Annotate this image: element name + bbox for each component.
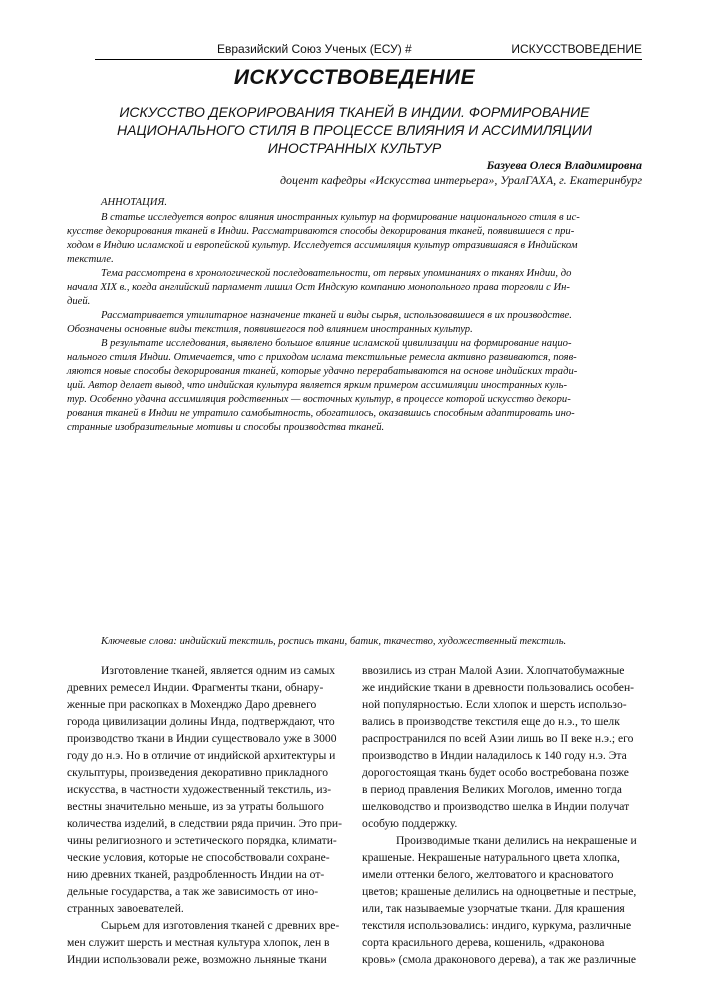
author-name: Базуева Олеся Владимировна <box>486 158 642 172</box>
body-line: распространился по всей Азии лишь во II веке н.э.; его <box>362 732 634 745</box>
abstract-line: ляются новые способы декорирования тканей, которые удачно перерабатываются на основе индийских тради- <box>67 366 578 377</box>
keywords: Ключевые слова: индийский текстиль, роспись ткани, батик, ткачество, художественный текстиль. <box>101 636 567 647</box>
abstract-line: ций. Автор делает вывод, что индийская культура является ярким примером ассимиляции иностранных куль- <box>67 380 568 391</box>
body-line: Индии использовали реже, возможно льняные ткани <box>67 953 327 966</box>
body-line: текстиля использовались: индиго, куркума, различные <box>362 919 632 932</box>
abstract-heading: АННОТАЦИЯ. <box>101 197 168 208</box>
body-line: производство в Индии наладилось к 140 году н.э. Эта <box>362 749 627 762</box>
abstract-line: Тема рассмотрена в хронологической последовательности, от первых упоминаниях о тканях Индии, до <box>101 268 572 279</box>
abstract-line: В результате исследования, выявлено большое влияние исламской цивилизации на формирование нацио- <box>101 338 572 349</box>
body-line: цветов; крашеные делились на одноцветные и пестрые, <box>362 885 637 898</box>
abstract-line: текстиле. <box>67 254 114 265</box>
abstract-line: Рассматривается утилитарное назначение тканей и виды сырья, использовавшиеся в их производстве. <box>101 310 572 321</box>
body-line: же индийские ткани в древности пользовались особен- <box>362 681 635 694</box>
author-affiliation: доцент кафедры «Искусства интерьера», УралГАХА, г. Екатеринбург <box>279 173 642 187</box>
body-line: скульптуры, произведения декоративно прикладного <box>67 766 329 779</box>
body-line: города цивилизации долины Инда, подтверждают, что <box>67 715 335 728</box>
article-title-line: ИНОСТРАННЫХ КУЛЬТУР <box>267 140 442 156</box>
body-line: Изготовление тканей, является одним из самых <box>101 664 336 677</box>
abstract-line: начала XIX в., когда английский парламент лишил Ост Индскую компанию монопольного права торговли с Ин- <box>67 282 570 293</box>
body-line: производство ткани в Индии существовало уже в 3000 <box>67 732 337 745</box>
abstract-line: нального стиля Индии. Отмечается, что с приходом ислама текстильные ремесла активно развиваются, появ- <box>67 352 577 363</box>
body-line: странных завоевателей. <box>67 902 184 915</box>
body-line: мен служит шерсть и местная культура хлопок, лен в <box>67 936 330 949</box>
article-title-line: НАЦИОНАЛЬНОГО СТИЛЯ В ПРОЦЕССЕ ВЛИЯНИЯ И АССИМИЛЯЦИИ <box>117 122 592 138</box>
body-line: сорта красильного дерева, кошениль, «драконова <box>362 936 605 949</box>
body-line: шелководство и производство шелка в Индии получат <box>362 800 630 813</box>
body-line: Сырьем для изготовления тканей с древних вре- <box>101 919 340 932</box>
body-line: искусства, в частности художественный текстиль, из- <box>67 783 332 796</box>
body-line: году до н.э. Но в отличие от индийской архитектуры и <box>67 749 336 762</box>
abstract-line: странные изобразительные мотивы и способы производства тканей. <box>67 422 385 433</box>
body-line: особую поддержку. <box>362 817 458 830</box>
body-line: вались в производстве текстиля еще до н.э., то шелк <box>362 715 620 728</box>
body-line: чины религиозного и эстетического порядка, климати- <box>67 834 337 847</box>
body-line: крашеные. Некрашеные натурального цвета хлопка, <box>362 851 620 864</box>
body-line: ческие условия, которые не способствовали сохране- <box>67 851 330 864</box>
body-line: ввозились из стран Малой Азии. Хлопчатобумажные <box>362 664 625 677</box>
body-line: кровь» (смола драконового дерева), а так же различные <box>362 953 636 966</box>
abstract-line: тур. Особенно удачна ассимиляция родственных — восточных культур, в процессе которой искусство декори- <box>67 394 571 405</box>
running-header-journal: Евразийский Союз Ученых (ЕСУ) # <box>217 42 412 56</box>
body-line: ной популярностью. Если хлопок и шерсть использо- <box>362 698 627 711</box>
body-line: в период правления Великих Моголов, именно тогда <box>362 783 622 796</box>
running-header-section: ИСКУССТВОВЕДЕНИЕ <box>511 42 642 56</box>
section-heading: ИСКУССТВОВЕДЕНИЕ <box>233 66 476 89</box>
body-line: женные при раскопках в Мохенджо Даро древнего <box>67 698 317 711</box>
article-title-line: ИСКУССТВО ДЕКОРИРОВАНИЯ ТКАНЕЙ В ИНДИИ. ФОРМИРОВАНИЕ <box>119 104 590 120</box>
body-line: вестны значительно меньше, из за утраты большого <box>67 800 324 813</box>
abstract-line: дией. <box>67 296 91 307</box>
abstract-line: рования тканей в Индии не утратило самобытность, обогатилось, оказавшись способным адаптировать ино- <box>67 408 575 419</box>
abstract-line: ходом в Индию исламской и европейской культур. Исследуется ассимиляция культур отразившаяся в Индийском <box>67 240 578 251</box>
abstract-line: кусстве декорирования тканей в Индии. Рассматриваются способы декорирования тканей, появившиеся с при- <box>67 226 575 237</box>
body-line: Производимые ткани делились на некрашеные и <box>396 834 637 847</box>
body-line: количества изделий, в следствии ряда причин. Это при- <box>67 817 342 830</box>
body-line: или, так называемые узорчатые ткани. Для крашения <box>362 902 625 915</box>
body-line: нию древних тканей, раздробленность Индии на от- <box>67 868 325 881</box>
header-rule <box>95 59 642 60</box>
abstract-line: В статье исследуется вопрос влияния иностранных культур на формирование национального стиля в ис- <box>101 212 580 223</box>
abstract-line: Обозначены основные виды текстиля, появившегося под влиянием иностранных культур. <box>67 324 473 335</box>
body-line: древних ремесел Индии. Фрагменты ткани, обнару- <box>67 681 324 694</box>
body-line: имели оттенки белого, желтоватого и красноватого <box>362 868 614 881</box>
body-line: дельные государства, а так же зависимость от ино- <box>67 885 319 898</box>
body-line: дорогостоящая ткань будет особо востребована позже <box>362 766 629 779</box>
